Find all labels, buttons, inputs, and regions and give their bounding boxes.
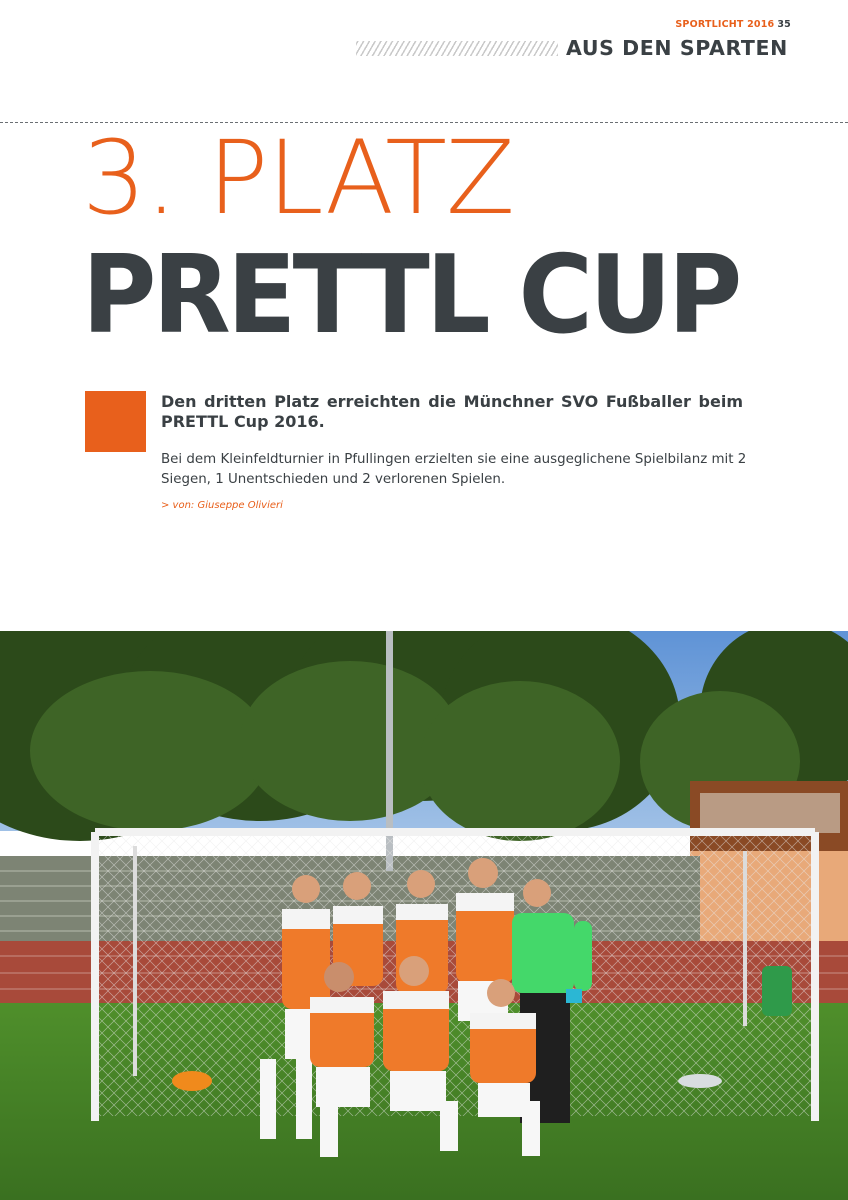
author-byline: > von: Giuseppe Olivieri [161, 500, 283, 511]
headline-line-2: PRETTL CUP [82, 233, 739, 358]
body-paragraph: Bei dem Kleinfeldturnier in Pfullingen erzielten sie eine ausgeglichene Spielbilanz mit 2 Siegen, 1 Unentschieden und 2 verlorenen Spielen. [161, 452, 747, 487]
section-title: AUS DEN SPARTEN [566, 36, 788, 60]
accent-square [85, 391, 146, 452]
publication-name: SPORTLICHT 2016 [675, 19, 775, 30]
running-header [675, 19, 791, 30]
page-number: 35 [777, 19, 791, 30]
team-photo [0, 631, 848, 1200]
decorative-stripe [356, 41, 558, 56]
headline-line-1: 3. PLATZ [82, 119, 515, 238]
lead-paragraph: Den dritten Platz erreichten die Münchner SVO Fußballer beim PRETTL Cup 2016. [161, 392, 743, 431]
